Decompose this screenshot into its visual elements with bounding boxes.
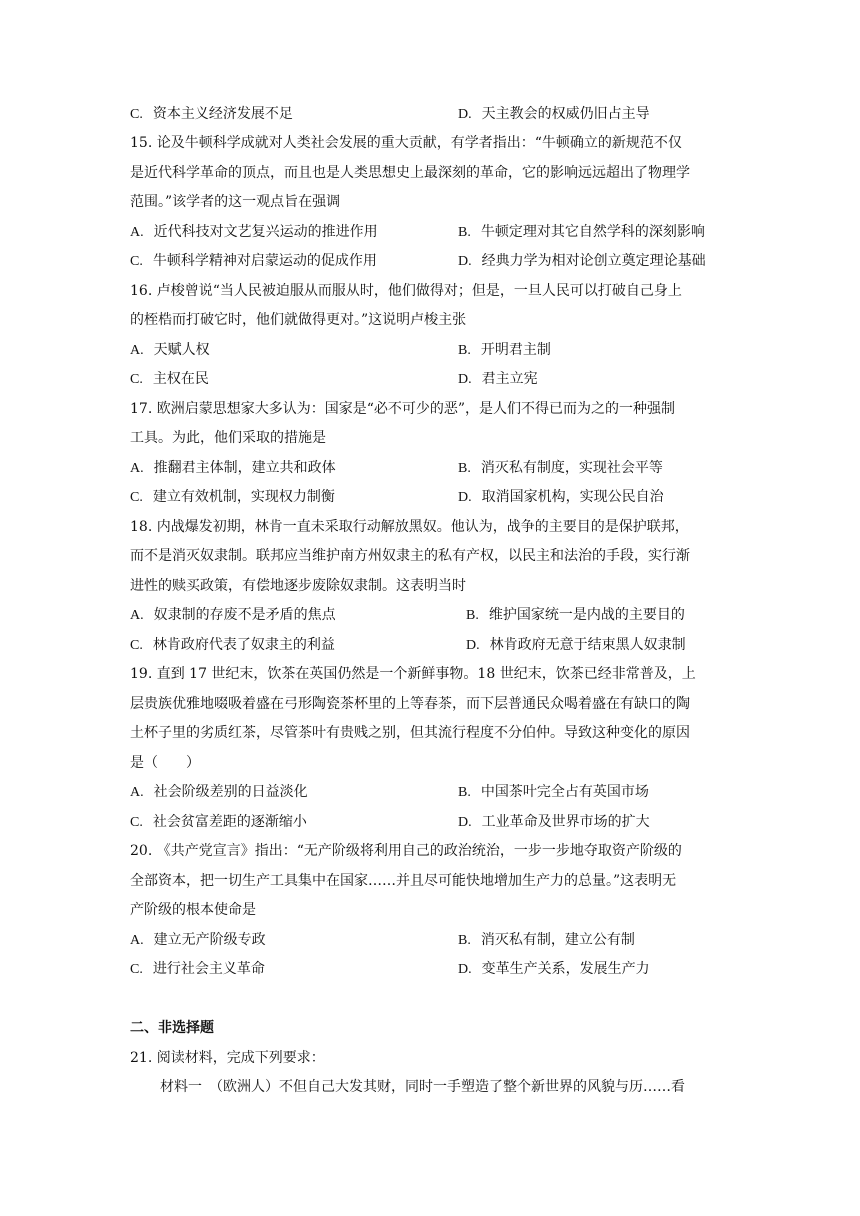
q16-option-d: D. 君主立宪 <box>458 371 538 387</box>
q19-option-b: B. 中国茶叶完全占有英国市场 <box>458 784 649 800</box>
q18-stem-line-2: 而不是消灭奴隶制。联邦应当维护南方州奴隶主的私有产权，以民主和法治的手段，实行渐 <box>130 548 690 564</box>
q16-option-b: B. 开明君主制 <box>458 342 551 358</box>
q18-option-d: D. 林肯政府无意于结束黑人奴隶制 <box>466 637 686 653</box>
q19-option-c: C. 社会贫富差距的逐渐缩小 <box>130 814 307 830</box>
q19-option-a: A. 社会阶级差别的日益淡化 <box>130 784 308 800</box>
q15-option-a: A. 近代科技对文艺复兴运动的推进作用 <box>130 224 378 240</box>
q17-option-b: B. 消灭私有制度，实现社会平等 <box>458 460 663 476</box>
q18-option-a: A. 奴隶制的存废不是矛盾的焦点 <box>130 607 336 623</box>
q16-stem-line-1: 16. 卢梭曾说“当人民被迫服从而服从时，他们做得对；但是，一旦人民可以打破自己身上 <box>130 283 682 299</box>
q16-option-a: A. 天赋人权 <box>130 342 210 358</box>
q17-stem-line-2: 工具。为此，他们采取的措施是 <box>130 430 326 446</box>
q15-option-c: C. 牛顿科学精神对启蒙运动的促成作用 <box>130 253 377 269</box>
q21-intro: 21. 阅读材料，完成下列要求： <box>130 1050 325 1066</box>
section-heading: 二、非选择题 <box>130 1020 214 1036</box>
q20-option-b: B. 消灭私有制，建立公有制 <box>458 932 635 948</box>
q20-stem-line-3: 产阶级的根本使命是 <box>130 902 256 918</box>
q14-option-c: C. 资本主义经济发展不足 <box>130 106 293 122</box>
q17-option-a: A. 推翻君主体制，建立共和政体 <box>130 460 336 476</box>
q17-stem-line-1: 17. 欧洲启蒙思想家大多认为：国家是“必不可少的恶”，是人们不得已而为之的一种强制 <box>130 401 676 417</box>
q16-stem-line-2: 的桎梏而打破它时，他们就做得更对。”这说明卢梭主张 <box>130 312 467 328</box>
q18-stem-line-1: 18. 内战爆发初期，林肯一直未采取行动解放黑奴。他认为，战争的主要目的是保护联邦， <box>130 519 689 535</box>
q18-option-b: B. 维护国家统一是内战的主要目的 <box>466 607 685 623</box>
q20-option-d: D. 变革生产关系，发展生产力 <box>458 961 650 977</box>
q19-stem-line-3: 土杯子里的劣质红茶，尽管茶叶有贵贱之别，但其流行程度不分伯仲。导致这种变化的原因 <box>130 725 690 741</box>
q20-option-a: A. 建立无产阶级专政 <box>130 932 266 948</box>
q20-stem-line-1: 20. 《共产党宣言》指出：“无产阶级将利用自己的政治统治，一步一步地夺取资产阶级的 <box>130 843 682 859</box>
q19-stem-line-2: 层贵族优雅地啜吸着盛在弓形陶瓷茶杯里的上等春茶，而下层普通民众喝着盛在有缺口的陶 <box>130 696 690 712</box>
q15-option-b: B. 牛顿定理对其它自然学科的深刻影响 <box>458 224 705 240</box>
q19-stem-line-1: 19. 直到 17 世纪末，饮茶在英国仍然是一个新鲜事物。18 世纪末，饮茶已经非常普及，上 <box>130 666 696 682</box>
q21-material-1: 材料一 （欧洲人）不但自己大发其财，同时一手塑造了整个新世界的风貌与历……看 <box>160 1079 685 1095</box>
q17-option-d: D. 取消国家机构，实现公民自治 <box>458 489 664 505</box>
q15-stem-line-1: 15. 论及牛顿科学成就对人类社会发展的重大贡献，有学者指出：“牛顿确立的新规范不仅 <box>130 135 682 151</box>
q20-stem-line-2: 全部资本，把一切生产工具集中在国家……并且尽可能快地增加生产力的总量。”这表明无 <box>130 873 677 889</box>
q19-option-d: D. 工业革命及世界市场的扩大 <box>458 814 650 830</box>
q19-stem-line-4: 是（ ） <box>130 755 200 771</box>
q18-stem-line-3: 进性的赎买政策，有偿地逐步废除奴隶制。这表明当时 <box>130 578 466 594</box>
q17-option-c: C. 建立有效机制，实现权力制衡 <box>130 489 335 505</box>
q15-stem-line-2: 是近代科学革命的顶点，而且也是人类思想史上最深刻的革命，它的影响远远超出了物理学 <box>130 165 690 181</box>
q16-option-c: C. 主权在民 <box>130 371 209 387</box>
q15-option-d: D. 经典力学为相对论创立奠定理论基础 <box>458 253 706 269</box>
q20-option-c: C. 进行社会主义革命 <box>130 961 265 977</box>
q14-option-d: D. 天主教会的权威仍旧占主导 <box>458 106 650 122</box>
q15-stem-line-3: 范围。”该学者的这一观点旨在强调 <box>130 194 341 210</box>
q18-option-c: C. 林肯政府代表了奴隶主的利益 <box>130 637 335 653</box>
